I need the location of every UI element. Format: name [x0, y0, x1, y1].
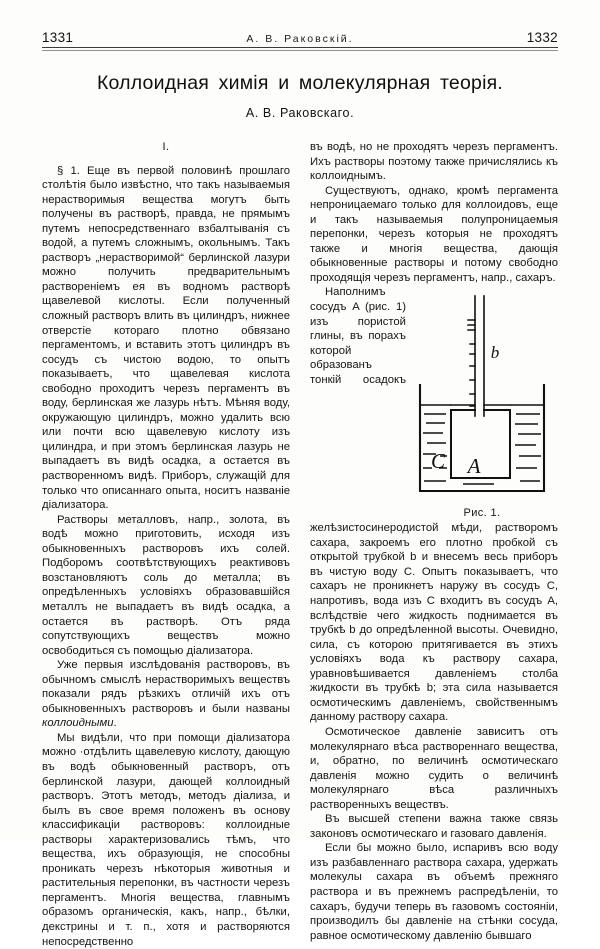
apparatus-diagram — [406, 288, 558, 500]
paragraph-text: Уже первыя изслѣдованія растворовъ, въ обычномъ смыслѣ нерастворимыхъ веществъ показали рядъ рѣзкихъ отличій ихъ отъ обыкновенныхъ растворовъ и были названы — [42, 659, 290, 715]
italic-term: коллоидными — [42, 717, 114, 730]
paragraph: § 1. Еще въ первой половинѣ прошлаго столѣтія было извѣстно, что такъ называемыя нерастворимыя вещества могутъ быть получены въ растворѣ, правда, не прямымъ путемъ непосредственнаго взбалтыванія съ водой, а путемъ сложнымъ, окольнымъ. Такъ растворъ „нерастворимой“ берлинской лазури можно получить предварительнымъ раствореніемъ ея въ водномъ растворѣ щавелевой кислоты. Если полученный сложный растворъ влить въ цилиндръ, нижнее отверстіе котораго плотно обвязано пергаментомъ, и вставить этотъ цилиндръ въ сосудъ съ чистою водою, то опытъ показываетъ, что щавелевая кислота свободно проходитъ черезъ пергаментъ въ воду, берлинская же лазурь нѣтъ. Мѣняя воду, окружающую цилиндръ, можно удалить всю или почти всю щавелевую кислоту изъ цилиндра, и при этомъ берлинская лазурь не выпадаетъ въ видѣ осадка, а остается въ растворенномъ видѣ. Приборъ, служащій для только что описаннаго опыта, носитъ названіе діализатора. — [42, 164, 290, 512]
header-rule-secondary — [42, 50, 558, 51]
paragraph: Наполнимъ сосудъ A (рис. 1) изъ пористой глины, въ порахъ которой образованъ тонкій осадокъ желѣзистосинеродистой мѣди, растворомъ сахара, закроемъ его плотно пробкой съ открытой трубкой b и внесемъ весь приборъ въ чистую воду C. Опытъ показываетъ, что сахаръ не проникнетъ наружу въ сосудъ C, напротивъ, вода изъ C входитъ въ сосудъ A, вслѣдствіе чего жидкость поднимается въ трубкѣ b до опредѣленной высоты. Очевидно, сила, съ которою притягивается въ этихъ условіяхъ вода къ раствору сахара, уравновѣшивается давленіемъ столба жидкости въ трубкѣ b; эта сила называется осмотическимъ давленіемъ, свойственнымъ данному раствору сахара. — [310, 286, 558, 724]
paragraph: въ водѣ, но не проходятъ черезъ пергаментъ. Ихъ растворы поэтому также причислялись къ коллоиднымъ. — [310, 141, 558, 183]
label-inner-vessel: A — [467, 454, 481, 479]
paragraph: Растворы металловъ, напр., золота, въ водѣ можно приготовить, исходя изъ обыкновенныхъ растворовъ ихъ солей. Подборомъ соотвѣтствующихъ реактивовъ возстановляютъ соль до металла; въ опредѣленныхъ условіяхъ образовавшійся металлъ не выпадаетъ въ видѣ осадка, а остается въ растворѣ. Отъ ряда сопутствующихъ веществъ можно освободиться съ помощью діализатора. — [42, 513, 290, 657]
folio-right: 1332 — [526, 30, 558, 45]
column-right — [310, 140, 558, 943]
figure-image — [406, 288, 558, 500]
paragraph-with-term — [42, 658, 290, 731]
page-title: Коллоидная химія и молекулярная теорія. — [97, 72, 503, 94]
header-rule-primary — [42, 47, 558, 48]
label-tube: b — [490, 343, 500, 363]
column-left — [42, 140, 290, 949]
title-block — [42, 72, 558, 120]
paragraph: Мы видѣли, что при помощи діализатора можно ·отдѣлить щавелевую кислоту, дающую въ водѣ обыкновенный растворъ, отъ берлинской лазури, дающей коллоидный растворъ. Этотъ методъ, методъ діализа, и былъ въ свое время положенъ въ основу классификаціи растворовъ: коллоидные растворы характеризовались тѣмъ, что вещества, ихъ образующія, не способны проникать черезъ нѣкоторыя животныя и растительныя перепонки, въ частности черезъ пергаментъ. Многія вещества, главнымъ образомъ органическія, какъ, напр., бѣлки, декстрины и т. п., хотя и растворяются непосредственно — [42, 731, 290, 948]
figure-caption: Рис. 1. — [463, 507, 501, 520]
running-head-author: А. В. Раковскій. — [246, 33, 354, 45]
paragraph: Существуютъ, однако, кромѣ пергамента непроницаемаго только для коллоидовъ, еще и такъ называемыя полупроницаемыя перепонки, черезъ которыя не проходятъ также и многія вещества, дающія обыкновенные растворы и потому свободно проходящія черезъ пергаментъ, напр., сахаръ. — [310, 184, 558, 284]
folio-left: 1331 — [42, 30, 74, 45]
label-outer-vessel: C — [430, 449, 446, 474]
paragraph: Если бы можно было, испаривъ всю воду изъ разбавленнаго раствора сахара, удержать молекулы сахара въ объемѣ прежняго раствора и въ прежнемъ распредѣленіи, то сахаръ, будучи теперь въ газовомъ состояніи, производилъ бы давленіе на стѣнки сосуда, равное осмотическому давленію бывшаго — [310, 842, 558, 942]
running-head — [42, 30, 558, 56]
paragraph: Въ высшей степени важна также связь законовъ осмотическаго и газоваго давленія. — [310, 813, 558, 840]
paragraph: Осмотическое давленіе зависитъ отъ молекулярнаго вѣса раствореннаго вещества, и, обратно, по величинѣ осмотическаго давленія можно судить о величинѣ молекулярнаго вѣса различныхъ растворенныхъ веществъ. — [310, 725, 558, 811]
figure-osmosis-apparatus — [406, 288, 558, 521]
section-marker: I. — [162, 141, 170, 153]
byline: А. В. Раковскаго. — [245, 106, 355, 120]
paragraph-text-tail: . — [113, 717, 117, 730]
